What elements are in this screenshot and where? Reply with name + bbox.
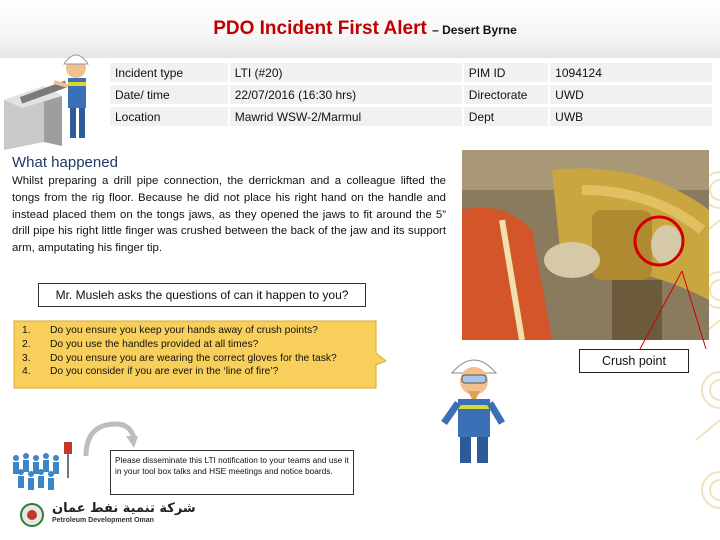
table-cell-label: Date/ time <box>110 85 230 104</box>
people-group-icon <box>8 432 88 494</box>
page-title <box>0 18 720 40</box>
list-item <box>22 365 337 379</box>
list-text: Do you ensure you are wearing the correct gloves for the task? <box>50 352 337 364</box>
title-subtitle: – Desert Byrne <box>432 23 517 37</box>
list-number: 1. <box>22 325 31 336</box>
questions-list <box>22 324 337 379</box>
crush-point-label: Crush point <box>579 349 689 373</box>
table-cell-label: Dept <box>464 107 550 126</box>
table-cell-value: Mawrid WSW-2/Marmul <box>230 107 464 126</box>
what-happened-text: Whilst preparing a drill pipe connection, the derrickman and a colleague lifted the tongs from the rig floor. Because he did not place his right hand on the handle and instead placed them on the tongs jaws, as they opened the jaws to fit around the 5” drill pipe his right little finger was crushed between the back of the jaw and its support arm, amputating his finger tip. <box>12 175 446 255</box>
table-cell-label: Directorate <box>464 85 550 104</box>
logo-arabic-text: شركة تنمية نفط عمان <box>52 501 196 516</box>
table-cell-label: Location <box>110 107 230 126</box>
questions-heading: Mr. Musleh asks the questions of can it happen to you? <box>38 283 366 307</box>
table-cell-value: LTI (#20) <box>230 63 464 82</box>
title-main: PDO Incident First Alert <box>213 18 427 39</box>
dissemination-note: Please disseminate this LTI notification to your teams and use it in your tool box talks and HSE meetings and notice boards. <box>110 450 354 495</box>
list-item <box>22 324 337 338</box>
incident-details-table <box>110 60 714 129</box>
list-text: Do you ensure you keep your hands away of crush points? <box>50 325 318 336</box>
table-cell-value: 22/07/2016 (16:30 hrs) <box>230 85 464 104</box>
list-text: Do you use the handles provided at all times? <box>50 338 259 350</box>
table-cell-label: Incident type <box>110 63 230 82</box>
list-text: Do you consider if you are ever in the ‘line of fire’? <box>50 366 279 378</box>
worker-character-icon <box>0 42 108 152</box>
table-cell-value: UWD <box>550 85 714 104</box>
list-number: 2. <box>22 338 31 350</box>
mr-musleh-character-icon <box>440 345 508 467</box>
table-cell-label: PIM ID <box>464 63 550 82</box>
table-cell-value: 1094124 <box>550 63 714 82</box>
list-item <box>22 352 337 366</box>
table-row <box>110 85 714 104</box>
list-number: 3. <box>22 352 31 364</box>
logo-english-text: Petroleum Development Oman <box>52 517 154 524</box>
header-bar <box>0 0 720 58</box>
table-cell-value: UWB <box>550 107 714 126</box>
table-row <box>110 63 714 82</box>
what-happened-heading: What happened <box>12 154 118 171</box>
list-item <box>22 338 337 352</box>
incident-photo <box>462 150 709 340</box>
table-row <box>110 107 714 126</box>
list-number: 4. <box>22 366 31 378</box>
